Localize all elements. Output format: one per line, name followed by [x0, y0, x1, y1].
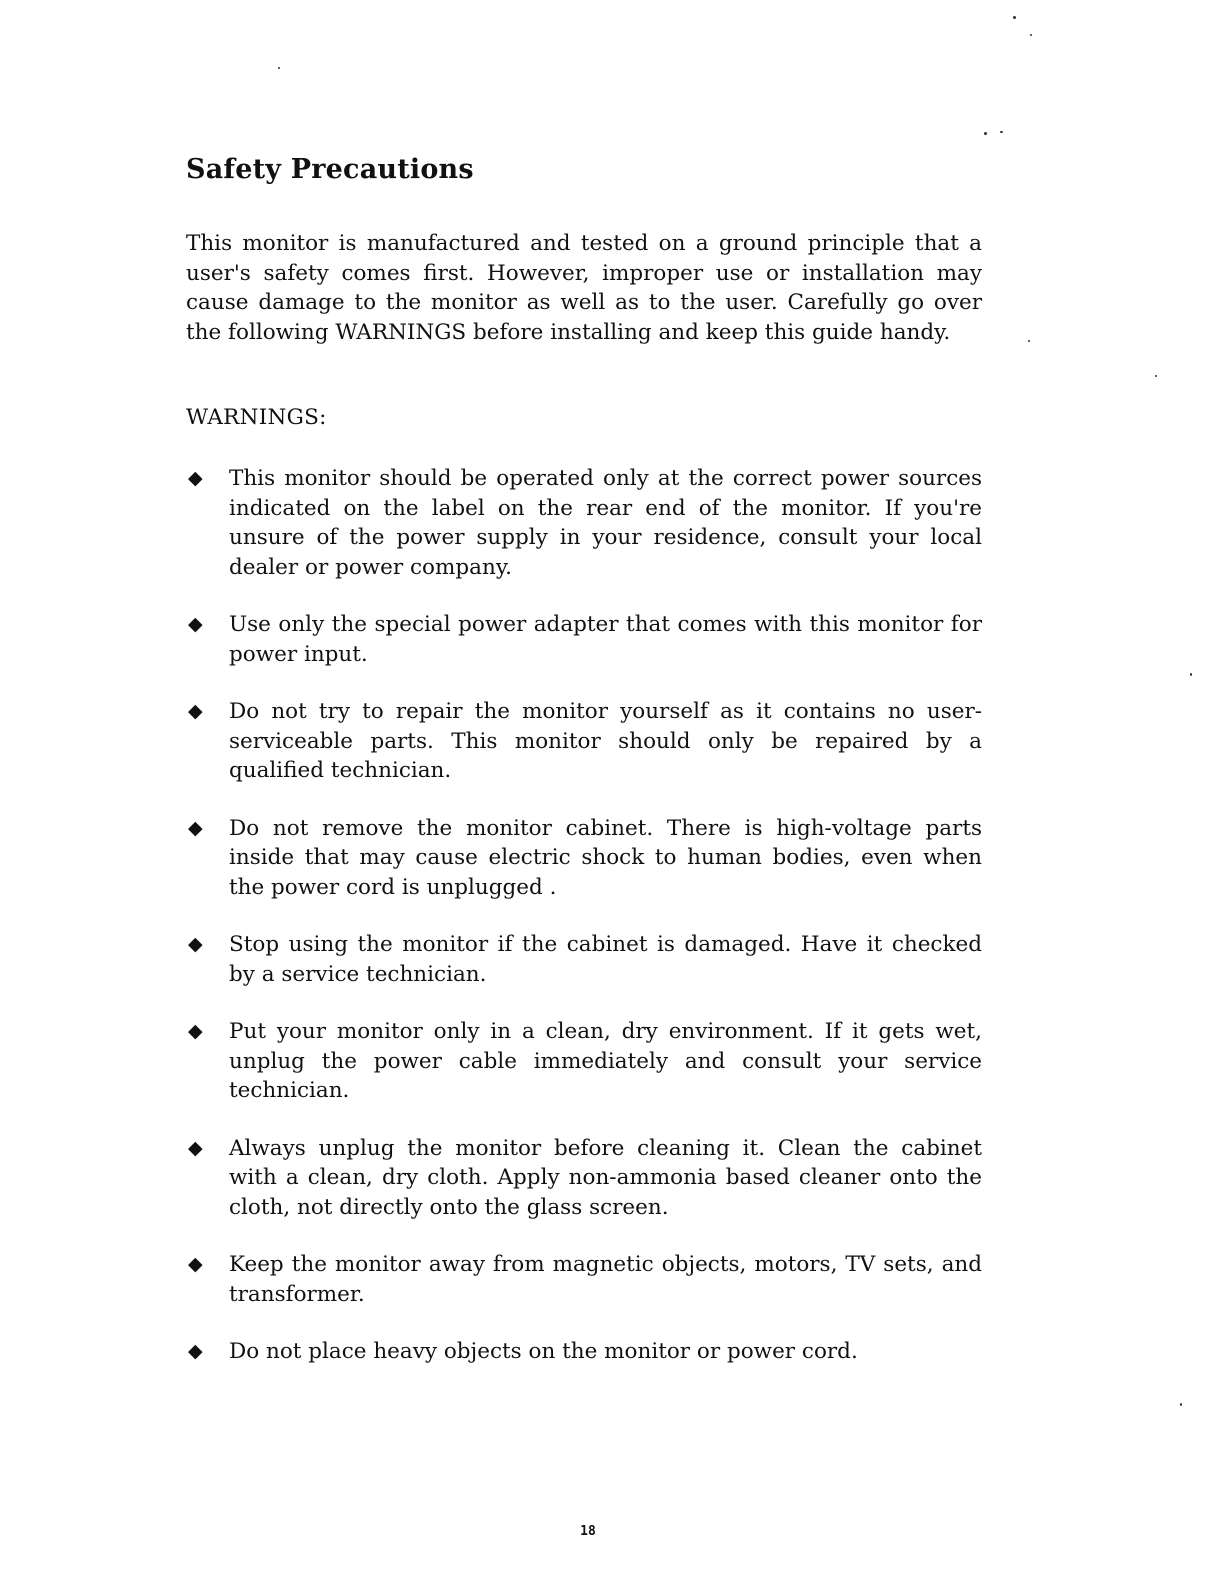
warning-item [186, 464, 982, 582]
page-number: 18 [580, 1524, 596, 1539]
warnings-heading: WARNINGS: [186, 405, 327, 430]
scan-speck [1190, 673, 1192, 676]
warning-text: Do not remove the monitor cabinet. There is high-voltage parts inside that may cause electric shock to human bodies, even when the power cord is unplugged . [229, 815, 982, 900]
page-title: Safety Precautions [186, 154, 474, 185]
diamond-bullet-icon: ◆ [188, 613, 203, 635]
warning-text: Keep the monitor away from magnetic objects, motors, TV sets, and transformer. [229, 1252, 982, 1307]
scan-speck [1028, 340, 1030, 342]
diamond-bullet-icon: ◆ [188, 467, 203, 489]
warnings-list [186, 464, 982, 1395]
warning-item [186, 1250, 982, 1309]
warning-item [186, 610, 982, 669]
warning-text: Do not try to repair the monitor yourself as it contains no user-serviceable parts. This monitor should only be repaired by a qualified technician. [229, 699, 982, 783]
diamond-bullet-icon: ◆ [188, 1020, 203, 1042]
scan-speck [278, 67, 280, 69]
scan-speck [1000, 131, 1003, 133]
diamond-bullet-icon: ◆ [188, 1253, 203, 1275]
diamond-bullet-icon: ◆ [188, 1136, 203, 1159]
scan-speck [984, 132, 987, 135]
intro-paragraph: This monitor is manufactured and tested on a ground principle that a user's safety comes first. However, improper use or installation may cause damage to the monitor as well as to the user. Carefully go over the following WARNINGS before installing and keep this guide handy. [186, 231, 982, 345]
diamond-bullet-icon: ◆ [188, 1340, 203, 1362]
warning-item [186, 1337, 982, 1367]
warning-text: Put your monitor only in a clean, dry environment. If it gets wet, unplug the power cable immediately and consult your service technician. [229, 1019, 982, 1103]
warning-item [186, 1134, 982, 1223]
diamond-bullet-icon: ◆ [188, 816, 203, 839]
diamond-bullet-icon: ◆ [188, 700, 203, 722]
warning-item [186, 697, 982, 786]
scan-speck [1180, 1403, 1182, 1406]
warning-item [186, 930, 982, 989]
warning-text: Do not place heavy objects on the monitor or power cord. [229, 1339, 858, 1364]
scan-speck [1030, 34, 1032, 36]
warning-item [186, 1017, 982, 1106]
diamond-bullet-icon: ◆ [188, 933, 203, 955]
warning-text: Stop using the monitor if the cabinet is damaged. Have it checked by a service technician. [229, 932, 982, 987]
warning-text: Always unplug the monitor before cleaning it. Clean the cabinet with a clean, dry cloth. Apply non-ammonia based cleaner onto the cloth, not directly onto the glass screen. [229, 1135, 982, 1220]
warning-text: Use only the special power adapter that comes with this monitor for power input. [229, 612, 982, 667]
scan-speck [1013, 16, 1016, 19]
scan-speck [1155, 375, 1157, 377]
warning-item [186, 814, 982, 903]
warning-text: This monitor should be operated only at the correct power sources indicated on the label on the rear end of the monitor. If you're unsure of the power supply in your residence, consult your local dealer or power company. [229, 466, 982, 580]
